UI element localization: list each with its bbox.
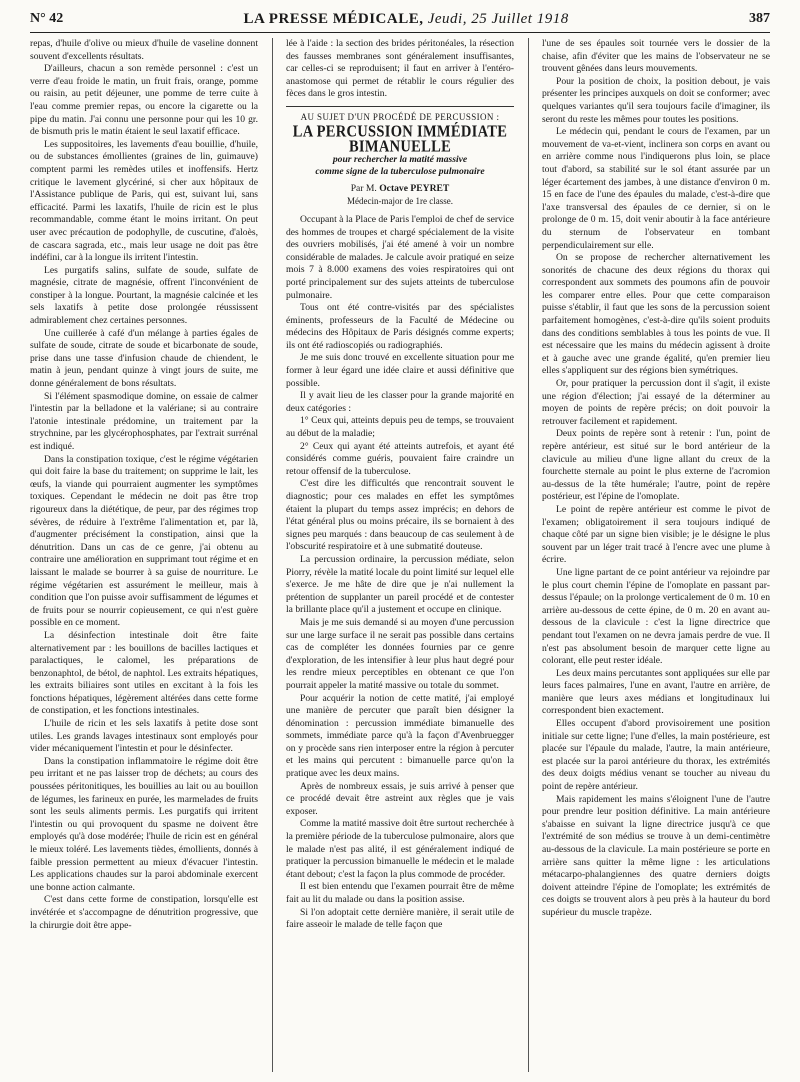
paragraph: Il y avait lieu de les classer pour la grande majorité en deux catégories : [286,390,514,414]
author-role: Médecin-major de 1re classe. [347,196,453,207]
column-divider [272,38,273,1072]
column-2 [286,38,514,1072]
column-1 [30,38,258,1072]
paragraph: Deux points de repère sont à retenir : l'un, point de repère antérieur, est situé sur le bord antérieur de la clavicule au milieu d'une ligne allant du creux de la fourchette sternale au point le plus externe de l'acromion au-dessus de la tête humérale; l'autre, point de repère postérieur, est l'épine de l'omoplate. [542,428,770,503]
paragraph: Elles occupent d'abord provisoirement une position initiale sur cette ligne; l'une d'elles, la main postérieure, est placée sur l'épaule du malade, l'autre, la main antérieure, est placée sur la paroi antérieure du thorax, les extrémités des deux doigts médius venant se toucher au niveau du point de repère antérieur. [542,718,770,793]
paragraph: Mais rapidement les mains s'éloignent l'une de l'autre pour prendre leur position définitive. La main antérieure s'abaisse en suivant la ligne directrice jusqu'à ce que l'extrémité de son médius se trouve à un demi-centimètre au-dessous de la clavicule. La main postérieure se porte en arrière sans quitter la même ligne : les articulations métacarpo-phalangiennes des quatre derniers doigts doivent atteindre l'épine de l'omoplate; les extrémités de ces doigts se trouvent alors à peu près à la hauteur du bord supérieur du muscle trapèze. [542,793,770,918]
paragraph: L'huile de ricin et les sels laxatifs à petite dose sont utiles. Les grands lavages intestinaux sont employés pour vider mécaniquement l'intestin et pour le désinfecter. [30,718,258,755]
paragraph: Une cuillerée à café d'un mélange à parties égales de sulfate de soude, citrate de soude et bicarbonate de soude, prise dans une tasse d'infusion chaude de chiendent, le matin à jeun, pendant quinze à vingt jours de suite, me donne généralement de bons résultats. [30,327,258,390]
column-2-top [286,38,514,101]
article-author [286,183,514,196]
paragraph: Il est bien entendu que l'examen pourrait être de même fait au lit du malade ou dans la position assise. [286,881,514,905]
paragraph: 1° Ceux qui, atteints depuis peu de temps, se trouvaient au début de la maladie; [286,415,514,440]
paragraph: On se propose de rechercher alternativement les sonorités de chacune des deux régions du thorax qui correspondent aux sommets des poumons afin de pouvoir les comparer entre elles. Pour que cette comparaison puisse s'établir, il faut que les sons de la percussion soient parfaitement homogènes, c'est-à-dire qu'ils soient produits dans des conditions semblables à tous les points de vue. Il est nécessaire que les mains du médecin agissent à droite et à gauche avec une grande égalité, qu'en premier lieu elles s'appliquent sur des régions bien symétriques. [542,252,770,377]
header-rule [30,32,770,33]
article-subtitle-1: pour rechercher la matité massive [332,153,468,165]
issue-date: Jeudi, 25 Juillet 1918 [427,10,569,27]
paragraph: Le médecin qui, pendant le cours de l'examen, par un mouvement de va-et-vient, inclinera son corps en avant ou en arrière comme nous l'indiquerons plus loin, se place tout d'abord, sa stabilité sur le sol étant assurée par un léger écartement des jambes, à une distance d'environ 0 m. 15 en face de l'une des épaules du malade, c'est-à-dire que l'axe transversal des épaules de ce dernier, si on le prolonge de 0 m. 15, doit venir aboutir à la face antérieure du sternum de l'observateur en tombant perpendiculairement sur elle. [542,126,770,251]
paragraph: Tous ont été contre-visités par des spécialistes éminents, professeurs de la Faculté de Médecine ou médecins des Hôpitaux de Paris désignés comme experts; ils ont été radioscopiés ou radiographiés. [286,302,514,351]
article-subtitle-2: comme signe de la tuberculose pulmonaire [315,165,485,177]
paragraph: C'est dans cette forme de constipation, lorsqu'elle est invétérée et s'accompagne de dénutrition progressive, que la chirurgie doit être appe- [30,894,258,931]
paragraph: l'une de ses épaules soit tournée vers le dossier de la chaise, afin d'éviter que les mains de l'observateur ne se trouvent gênées dans leurs mouvements. [542,38,770,75]
paragraph: Si l'on adoptait cette dernière manière, il serait utile de faire asseoir le malade de telle façon que [286,906,514,931]
paragraph: 2° Ceux qui ayant été atteints autrefois, et ayant été considérés comme guéris, pouvaient faire craindre un retour offensif de la tuberculose. [286,440,514,477]
author-name: Octave PEYRET [379,182,450,194]
paragraph: La désinfection intestinale doit être faite alternativement par : les bouillons de bacilles lactiques et paralactiques, le calomel, les préparations de benzonaphtol, de bétol, de naphtol. Les extraits hépatiques, les extraits biliaires sont utiles en excitant à la fois les fonctions hépatiques, légèrement altérées dans cette forme de constipation, et les fonctions intestinales. [30,629,258,717]
column-divider [528,38,529,1072]
journal-title [244,11,569,28]
journal-name: LA PRESSE MÉDICALE, [243,10,424,27]
page-header [30,8,770,30]
paragraph: Dans la constipation toxique, c'est le régime végétarien qui doit faire la base du traitement; on supprime le lait, les œufs, la viande qui pourraient augmenter les symptômes toxiques. Cependant le médecin ne doit pas être trop rigoureux dans la diététique, de peur, par des régimes trop sévères, de réduire à l'extrême l'alimentation et, par là, d'augmenter précisément la constipation, ainsi que la dénutrition. Dans un cas de ce genre, j'ai obtenu au contraire une amélioration en supprimant tout régime et en laissant le malade se bourrer à sa guise de nourriture. Le régime végétarien est assurément le meilleur, mais à condition que l'on puisse avoir suffisamment de légumes et de fruits pour se nourrir copieusement, ce qui n'est guère possible en ce moment. [30,453,258,629]
paragraph: Les purgatifs salins, sulfate de soude, sulfate de magnésie, citrate de magnésie, offrent l'inconvénient de constiper à la longue. Pourtant, la magnésie calcinée et les sels laxatifs à petite dose prolongée réussissent admirablement chez certaines personnes. [30,264,258,327]
paragraph: Pour la position de choix, la position debout, je vais présenter les principes auxquels on doit se conformer; avec quelques variantes qu'il sera toujours facile d'imaginer, ils seront du reste les mêmes pour toutes les positions. [542,75,770,125]
article-title: LA PERCUSSION IMMÉDIATE BIMANUELLE [292,122,508,156]
paragraph: Mais je me suis demandé si au moyen d'une percussion sur une large surface il ne serait pas possible dans certains cas de compléter les données fournies par ce genre d'exploration, de les intensifier à leur plus haut degré pour les rendre mieux perceptibles en obtenant ce que l'on pourrait appeler la matité massive ou totale du sommet. [286,616,514,691]
paragraph: C'est dire les difficultés que rencontrait souvent le diagnostic; pour ces malades en effet les symptômes étaient la plupart du temps assez imprécis; en dehors de l'état général plus ou moins précaire, ils se bornaient à des signes peu marqués : dans beaucoup de cas seulement à de l'obscurité respiratoire et à une submatité douteuse. [286,478,514,553]
paragraph: Les suppositoires, les lavements d'eau bouillie, d'huile, ou de substances émollientes (graines de lin, guimauve) comptent parmi les remèdes utiles et inoffensifs. Hertz critique le lavement glycériné, si cher aux hôpitaux de l'Assistance publique de Paris, qui est, suivant lui, sans efficacité. Parmi les laxatifs, l'huile de ricin est le plus recommandable, comme étant le moins irritant. On peut user avec précaution de podophylle, de cuscutine, d'aloès, de cascara sagrada, etc., mais leur usage ne doit pas être indéfini, car à la longue ils irritent l'intestin. [30,138,258,264]
paragraph: Occupant à la Place de Paris l'emploi de chef de service des hommes de troupes et chargé spécialement de la visite des ouvriers mobilisés, j'ai été amené à voir un nombre considérable de malades. Je calcule avoir pratiqué en seize mois 7 à 8.000 examens des voies respiratoires qui ont porté principalement sur des sujets atteints de tuberculose pulmonaire. [286,213,514,301]
issue-number: N° 42 [30,11,64,26]
paragraph: Comme la matité massive doit être surtout recherchée à la première période de la tuberculose pulmonaire, alors que le malade n'est pas alité, il est généralement indiqué de pratiquer la percussion bimanuelle le médecin et le malade étant debout; c'est la façon la plus commode de procéder. [286,818,514,880]
heading-rule [286,106,514,107]
paragraph: Or, pour pratiquer la percussion dont il s'agit, il existe une région d'élection; j'ai essayé de la déterminer au moyen de points de repère précis; on doit pouvoir la retrouver facilement et rapidement. [542,378,770,427]
paragraph: Si l'élément spasmodique domine, on essaie de calmer l'intestin par la belladone et la valériane; si au contraire l'atonie intestinale prédomine, un traitement par la strychnine, par les glycérophosphates, par l'extrait surrénal est indiqué. [30,390,258,452]
column-3 [542,38,770,1072]
paragraph: lée à l'aide : la section des brides péritonéales, la résection des fausses membranes sont généralement insuffisantes, car celles-ci se reproduisent; il faut en arriver à l'entéro-anastomose qui permet de rétablir le cours régulier des fèces dans le gros intestin. [286,38,514,100]
page-number: 387 [749,11,770,26]
article-kicker: AU SUJET D'UN PROCÉDÉ DE PERCUSSION : [300,111,500,122]
paragraph: Pour acquérir la notion de cette matité, j'ai employé une manière de percuter que paraît bien désigner la dénomination : percussion immédiate bimanuelle des sommets, immédiate parce qu'à la façon d'Avenbruegger on y procède sans rien interposer entre la région à percuter et les mains qui percutent : bimanuelle parce qu'on la pratique avec les deux mains. [286,692,514,780]
author-prefix: Par M. [350,182,377,194]
paragraph: Dans la constipation inflammatoire le régime doit être peu irritant et ne pas laisser trop de déchets; au cours des poussées péritonitiques, les bouillies au lait ou au bouillon de légumes, les farineux en purée, les marmelades de fruits sont les seuls aliments permis. Les purgatifs qui irritent l'intestin ou qui provoquent du spasme ne doivent être employés qu'à dose modérée; l'huile de ricin est en général le mieux toléré. Les lavements tièdes, émollients, donnés à faible pression permettent au mieux d'évacuer l'intestin. Les applications chaudes sur la paroi abdominale exercent une bonne action calmante. [30,755,258,893]
paragraph: Je me suis donc trouvé en excellente situation pour me former à leur égard une idée claire et aussi définitive que possible. [286,352,514,389]
paragraph: La percussion ordinaire, la percussion médiate, selon Piorry, révèle la matité locale du point limité sur lequel elle s'exerce. Je me hâte de dire que je n'ai nullement la prétention de supplanter un pareil procédé et de contester la brillante place qu'il a justement et occupe en clinique. [286,553,514,616]
paragraph: Les deux mains percutantes sont appliquées sur elle par leurs faces palmaires, l'une en avant, l'autre en arrière, de manière que leurs axes médians et longitudinaux lui correspondent bien exactement. [542,667,770,717]
article-heading [286,106,514,208]
paragraph: repas, d'huile d'olive ou mieux d'huile de vaseline donnent souvent d'excellents résultats. [30,38,258,62]
paragraph: Le point de repère antérieur est comme le pivot de l'examen; obligatoirement il sera toujours indiqué de chaque côté par un signe bien visible; je le désigne le plus souvent par un léger trait tracé à l'encre avec une plume à écrire. [542,503,770,566]
paragraph: D'ailleurs, chacun a son remède personnel : c'est un verre d'eau froide le matin, un fruit frais, orange, pomme ou raisin, au petit déjeuner, une pomme de terre cuite à l'eau comme premier repas, ou encore la cigarette ou la pipe du matin. J'ai connu une personne pour qui les 10 gr. de bismuth pris le matin étaient le seul laxatif efficace. [30,63,258,138]
paragraph: Après de nombreux essais, je suis arrivé à penser que ce procédé devait être astreint aux règles que je vais exposer. [286,780,514,817]
paragraph: Une ligne partant de ce point antérieur va rejoindre par le plus court chemin l'épine de l'omoplate en passant par-dessus l'épaule; on la prolonge verticalement de 0 m. 10 en arrière au-dessous de cette épine, de 0 m. 20 en avant au-dessous de la clavicule : c'est la ligne directrice que pendant tout l'examen on ne devra jamais perdre de vue. Il n'est pas absolument besoin de marquer cette ligne au colorant, elle peut rester idéale. [542,566,770,667]
column-2-body [286,214,514,932]
